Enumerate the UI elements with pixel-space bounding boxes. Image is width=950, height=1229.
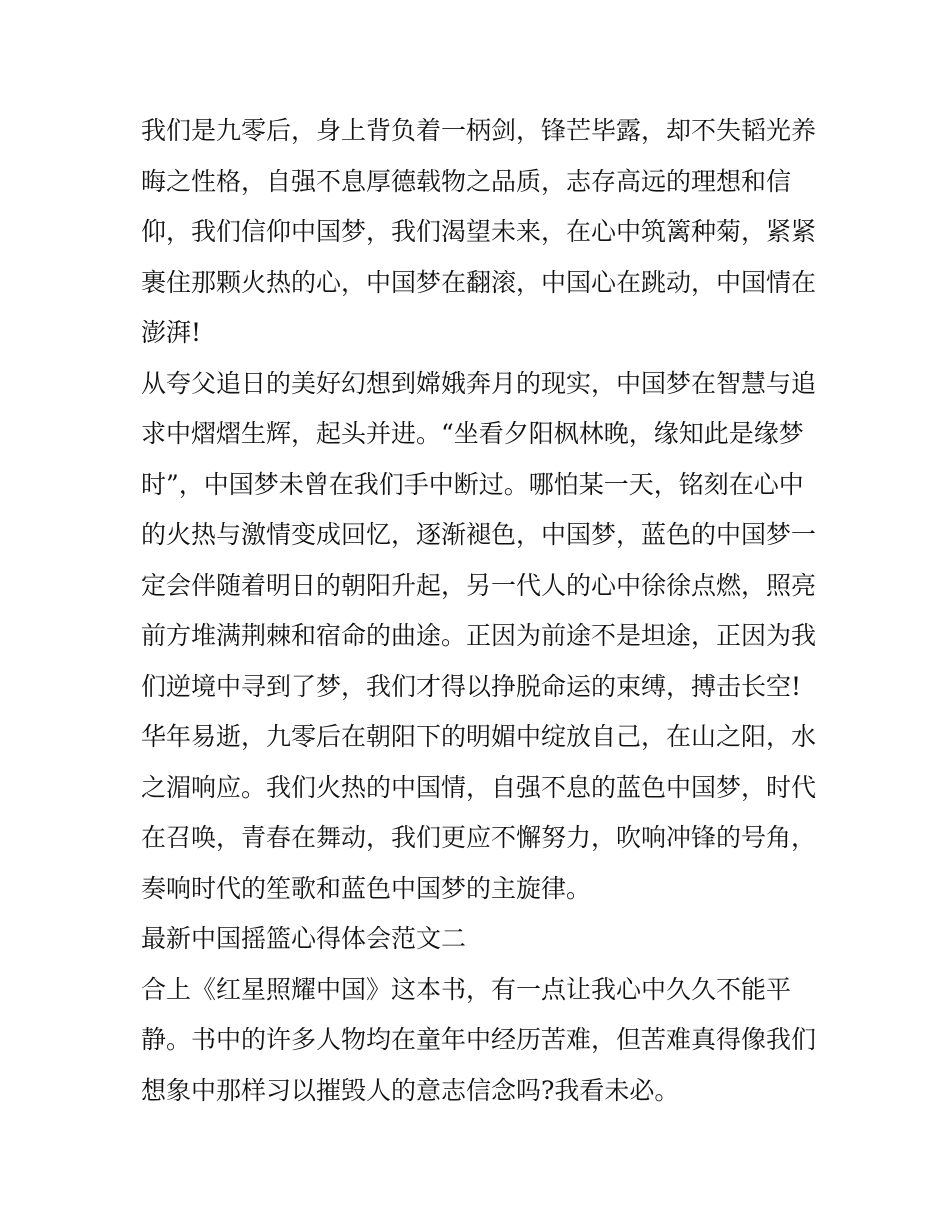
text-line: 时”，中国梦未曾在我们手中断过。哪怕某一天，铭刻在心中 — [141, 469, 804, 499]
text-line: 静。书中的许多人物均在童年中经历苦难，但苦难真得像我们 — [141, 1025, 817, 1054]
text-line: 我们是九零后，身上背负着一柄剑，锋芒毕露，却不失韬光养 — [141, 116, 817, 145]
text-line: 裹住那颗火热的心，中国梦在翻滚，中国心在跳动，中国情在 — [141, 267, 817, 297]
text-line: 想象中那样习以摧毁人的意志信念吗?我看未必。 — [141, 1075, 680, 1105]
text-line: 奏响时代的笙歌和蓝色中国梦的主旋律。 — [141, 873, 592, 903]
text-line: 澎湃! — [141, 318, 202, 347]
text-line: 在召唤，青春在舞动，我们更应不懈努力，吹响冲锋的号角， — [141, 823, 817, 852]
text-line: 前方堆满荆棘和宿命的曲途。正因为前途不是坦途，正因为我 — [141, 621, 817, 650]
text-line: 从夸父追日的美好幻想到嫦娥奔月的现实，中国梦在智慧与追 — [141, 368, 817, 398]
text-line: 求中熠熠生辉，起头并进。“坐看夕阳枫林晚，缘知此是缘梦 — [141, 419, 804, 448]
document-body — [141, 106, 817, 1116]
text-line: 们逆境中寻到了梦，我们才得以挣脱命运的束缚，搏击长空! — [141, 671, 802, 701]
text-line: 仰，我们信仰中国梦，我们渴望未来，在心中筑篱种菊，紧紧 — [141, 217, 817, 246]
text-line: 合上《红星照耀中国》这本书，有一点让我心中久久不能平 — [141, 974, 792, 1004]
text-line: 之湄响应。我们火热的中国情，自强不息的蓝色中国梦，时代 — [141, 772, 817, 802]
text-line: 的火热与激情变成回忆，逐渐褪色，中国梦，蓝色的中国梦一 — [141, 520, 817, 549]
text-line: 定会伴随着明日的朝阳升起，另一代人的心中徐徐点燃，照亮 — [141, 570, 817, 600]
text-line: 华年易逝，九零后在朝阳下的明媚中绽放自己，在山之阳，水 — [141, 722, 817, 751]
text-line: 晦之性格，自强不息厚德载物之品质，志存高远的理想和信 — [141, 166, 792, 196]
section-heading: 最新中国摇篮心得体会范文二 — [141, 924, 467, 953]
